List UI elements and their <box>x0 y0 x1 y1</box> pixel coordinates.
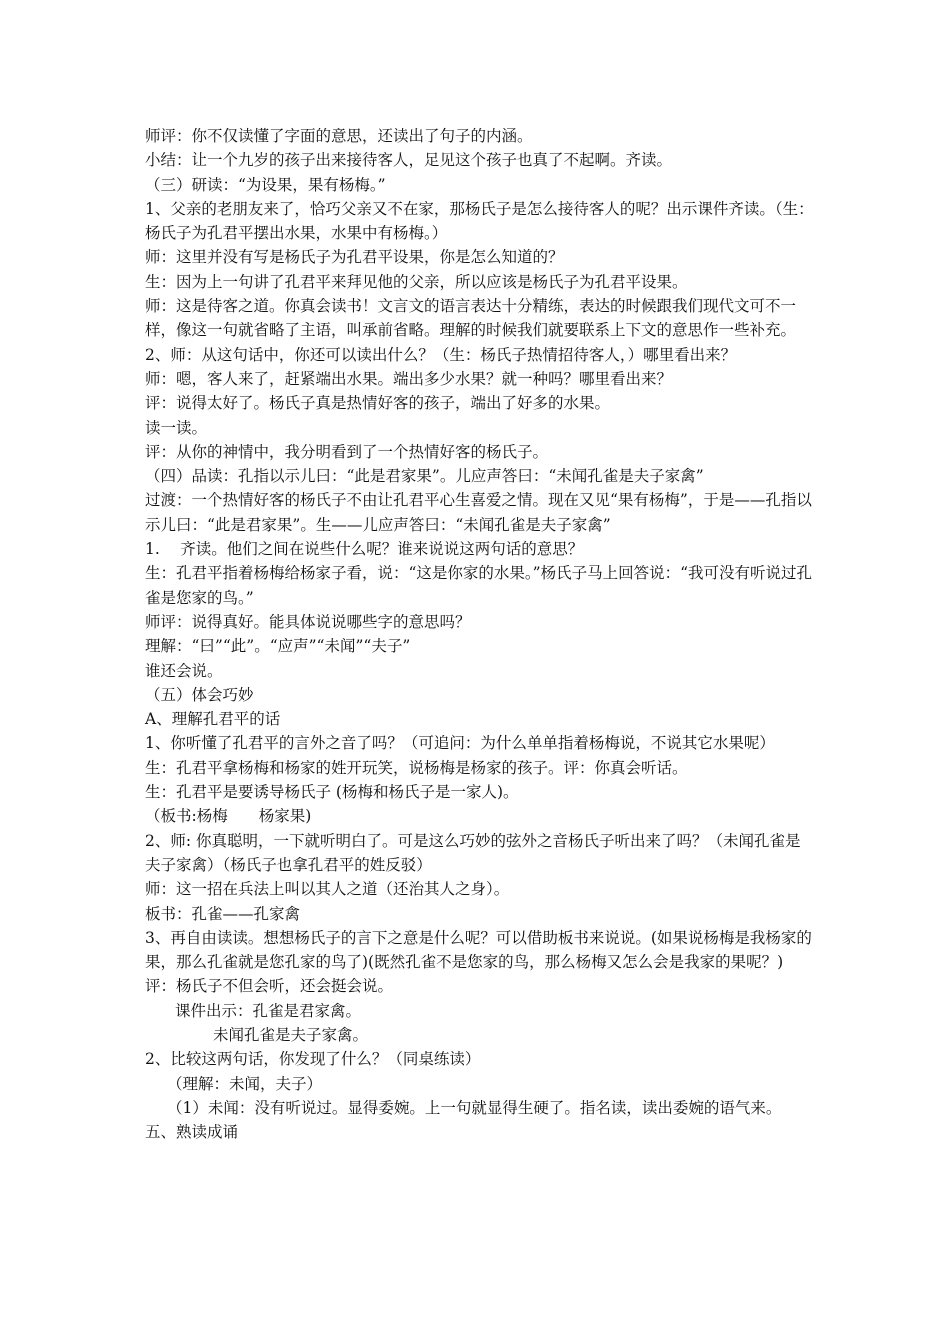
text-paragraph: 生：孔君平指着杨梅给杨家子看，说：“这是你家的水果。”杨氏子马上回答说：“我可没有听说过孔雀是您家的鸟。” <box>145 564 813 607</box>
text-line: 生：孔君平拿杨梅和杨家的姓开玩笑，说杨梅是杨家的孩子。评：你真会听话。 <box>145 758 688 777</box>
text-line: 生：孔君平是要诱导杨氏子 (杨梅和杨氏子是一家人)。 <box>145 783 519 802</box>
board-note: 板书：孔雀——孔家禽 <box>145 904 301 923</box>
text-paragraph: 3、再自由读读。想想杨氏子的言下之意是什么呢？可以借助板书来说说。(如果说杨梅是我杨家的果，那么孔雀就是您孔家的鸟了)(既然孔雀不是您家的鸟，那么杨梅又怎么会是我家的果呢？) <box>145 928 812 972</box>
text-line: 1. 齐读。他们之间在说些什么呢？谁来说说这两句话的意思？ <box>145 540 584 559</box>
text-paragraph: 1、父亲的老朋友来了，恰巧父亲又不在家，那杨氏子是怎么接待客人的呢？出示课件齐读。（生：杨氏子为孔君平摆出水果，水果中有杨梅。） <box>145 199 814 243</box>
text-line: （理解：未闻，夫子） <box>167 1074 323 1093</box>
text-line: 师评：你不仅读懂了字面的意思，还读出了句子的内涵。 <box>145 127 533 145</box>
text-line: 读一读。 <box>145 418 208 437</box>
text-line: 师评：说得真好。能具体说说哪些字的意思吗？ <box>145 612 471 631</box>
text-line: 1、你听懂了孔君平的言外之音了吗？（可追问：为什么单单指着杨梅说，不说其它水果呢） <box>145 734 775 753</box>
text-line: 理解：“曰”“此”。“应声”“未闻”“夫子” <box>145 637 411 656</box>
section-heading: （四）品读：孔指以示儿曰：“此是君家果”。儿应声答曰：“未闻孔雀是夫子家禽” <box>145 467 704 486</box>
text-paragraph: 2、师: 你真聪明，一下就听明白了。可是这么巧妙的弦外之音杨氏子听出来了吗？（未闻孔雀是夫子家禽）（杨氏子也拿孔君平的姓反驳） <box>145 831 801 874</box>
text-line: 生：因为上一句讲了孔君平来拜见他的父亲，所以应该是杨氏子为孔君平设果。 <box>145 272 688 291</box>
text-line: 小结：让一个九岁的孩子出来接待客人，足见这个孩子也真了不起啊。齐读。 <box>145 151 673 170</box>
section-heading: （五）体会巧妙 <box>145 685 254 704</box>
board-note: （板书:杨梅 杨家果) <box>145 807 312 826</box>
text-line: 师：这里并没有写是杨氏子为孔君平设果，你是怎么知道的？ <box>145 248 564 267</box>
courseware-line: 课件出示：孔雀是君家禽。 <box>175 1001 362 1020</box>
text-line: 师：这一招在兵法上叫以其人之道（还治其人之身）。 <box>145 880 510 899</box>
text-line: 评：从你的神情中，我分明看到了一个热情好客的杨氏子。 <box>145 442 549 461</box>
document-page <box>145 124 815 1144</box>
section-heading: （三）研读：“为设果，果有杨梅。” <box>145 175 386 194</box>
text-line: 谁还会说。 <box>145 661 223 680</box>
text-paragraph: 过渡：一个热情好客的杨氏子不由让孔君平心生喜爱之情。现在又见“果有杨梅”，于是——孔指以示儿曰：“此是君家果”。生——儿应声答曰：“未闻孔雀是夫子家禽” <box>145 491 812 534</box>
text-paragraph: 师：这是待客之道。你真会读书！文言文的语言表达十分精练，表达的时候跟我们现代文可不一样，像这一句就省略了主语，叫承前省略。理解的时候我们就要联系上下文的意思作一些补充。 <box>145 297 797 340</box>
section-heading: 五、熟读成诵 <box>145 1123 239 1142</box>
sub-heading: A、理解孔君平的话 <box>145 710 281 729</box>
text-line: 2、比较这两句话，你发现了什么？（同桌练读） <box>145 1050 481 1069</box>
text-line: 2、师：从这句话中，你还可以读出什么？（生：杨氏子热情招待客人，）哪里看出来？ <box>145 345 737 364</box>
text-line: 评：说得太好了。杨氏子真是热情好客的孩子，端出了好多的水果。 <box>145 394 611 413</box>
text-line: 评：杨氏子不但会听，还会挺会说。 <box>145 977 394 996</box>
courseware-line: 未闻孔雀是夫子家禽。 <box>213 1025 369 1044</box>
text-line: 师：嗯，客人来了，赶紧端出水果。端出多少水果？就一种吗？哪里看出来？ <box>145 369 673 388</box>
text-line: （1）未闻：没有听说过。显得委婉。上一句就显得生硬了。指名读，读出委婉的语气来。 <box>167 1098 782 1117</box>
